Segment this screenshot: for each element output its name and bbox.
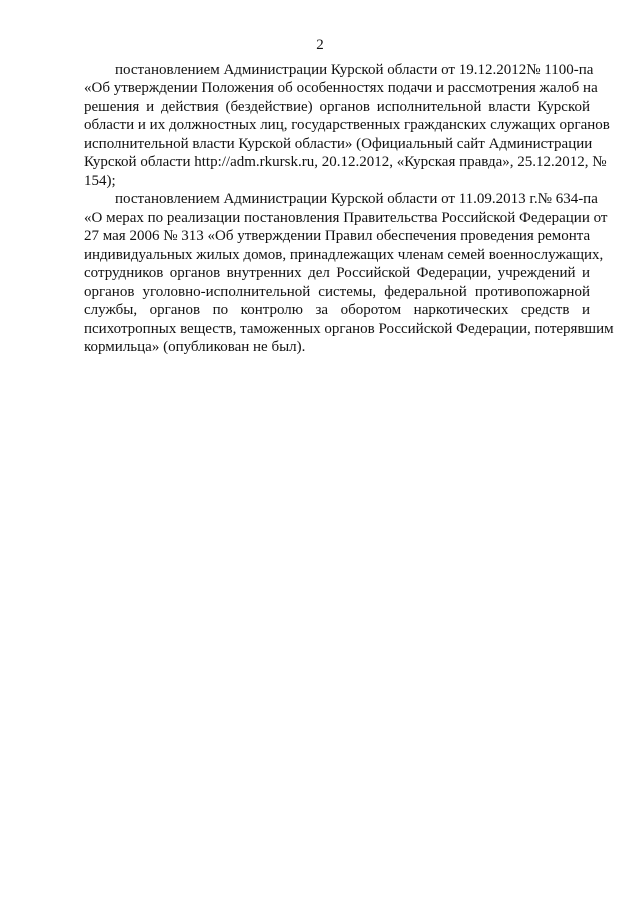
paragraph-line: исполнительной власти Курской области» (Официальный сайт Администрации (84, 136, 593, 152)
paragraph-line: «О мерах по реализации постановления Правительства Российской Федерации от (84, 210, 608, 226)
paragraph-line: Курской области http://adm.rkursk.ru, 20.12.2012, «Курская правда», 25.12.2012, № (84, 154, 607, 170)
page-number: 2 (316, 37, 324, 53)
paragraph-line: психотропных веществ, таможенных органов Российской Федерации, потерявшим (84, 321, 614, 337)
paragraph-line: сотрудников органов внутренних дел Российской Федерации, учреждений и (84, 265, 590, 281)
paragraph-line: 154); (84, 173, 116, 189)
paragraph-line: постановлением Администрации Курской области от 19.12.2012№ 1100-па (115, 62, 594, 78)
paragraph-line: «Об утверждении Положения об особенностях подачи и рассмотрения жалоб на (84, 80, 598, 96)
paragraph-line: решения и действия (бездействие) органов исполнительной власти Курской (84, 99, 590, 115)
paragraph-line: постановлением Администрации Курской области от 11.09.2013 г.№ 634-па (115, 191, 598, 207)
paragraph-line: кормильца» (опубликован не был). (84, 339, 306, 355)
paragraph-line: органов уголовно-исполнительной системы, федеральной противопожарной (84, 284, 590, 300)
paragraph-line: службы, органов по контролю за оборотом наркотических средств и (84, 302, 590, 318)
paragraph-line: индивидуальных жилых домов, принадлежащих членам семей военнослужащих, (84, 247, 604, 263)
paragraph-line: 27 мая 2006 № 313 «Об утверждении Правил обеспечения проведения ремонта (84, 228, 591, 244)
paragraph-line: области и их должностных лиц, государственных гражданских служащих органов (84, 117, 610, 133)
